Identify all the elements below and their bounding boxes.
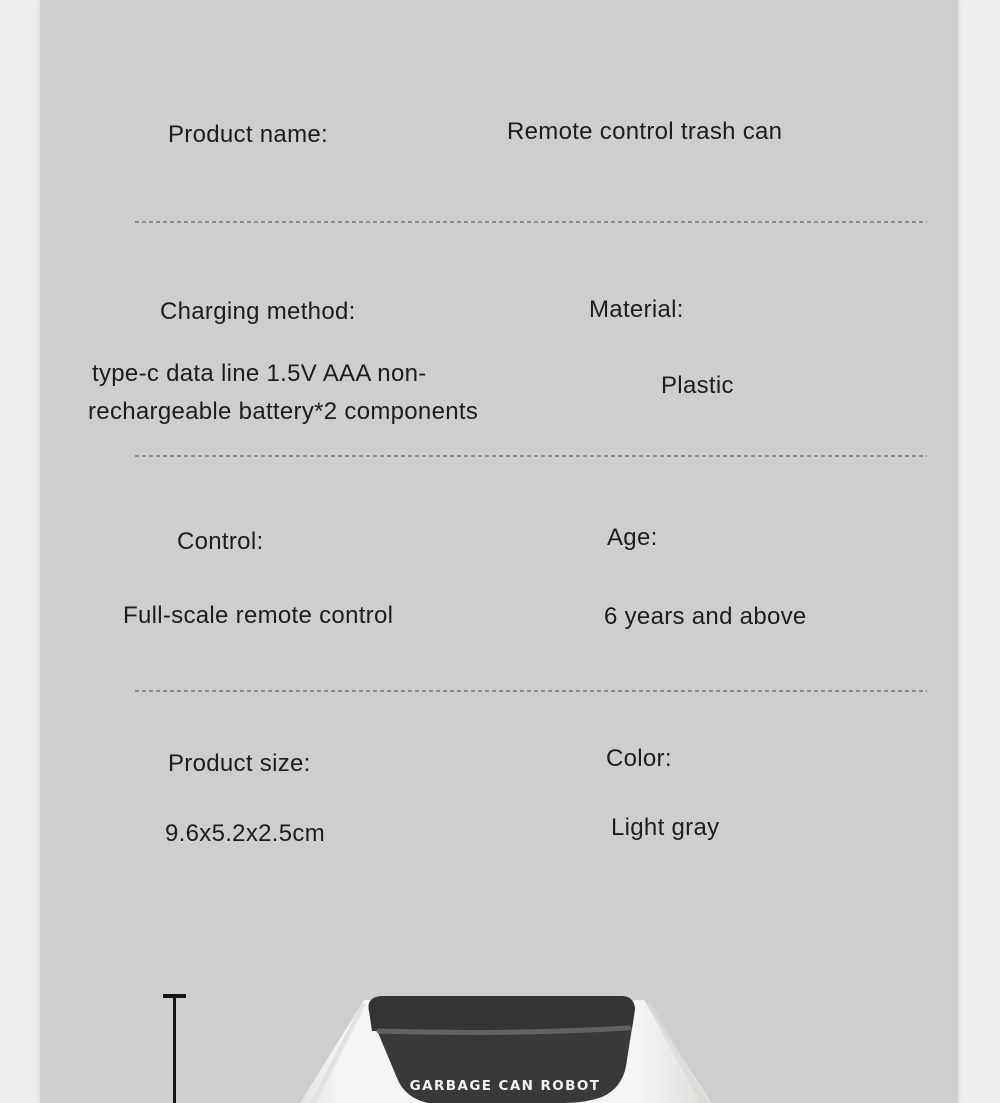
product-photo <box>0 985 1000 1103</box>
product-size-label: Product size: <box>168 750 311 777</box>
product-name-label: Product name: <box>168 121 328 148</box>
trash-can-lid-top <box>369 996 635 1031</box>
product-size-value: 9.6x5.2x2.5cm <box>165 820 325 847</box>
charging-method-label: Charging method: <box>160 298 356 325</box>
divider-line <box>135 455 927 457</box>
charging-method-value-line1: type-c data line 1.5V AAA non- <box>92 360 427 387</box>
spec-panel <box>40 0 958 1103</box>
material-label: Material: <box>589 296 684 323</box>
divider-line <box>135 221 927 223</box>
product-name-value: Remote control trash can <box>507 118 783 145</box>
control-value: Full-scale remote control <box>123 602 394 629</box>
charging-method-value-line2: rechargeable battery*2 components <box>88 398 479 425</box>
material-value: Plastic <box>661 372 734 399</box>
age-label: Age: <box>607 524 658 551</box>
color-label: Color: <box>606 745 672 772</box>
color-value: Light gray <box>611 814 720 841</box>
badge-text: GARBAGE CAN ROBOT <box>409 1078 601 1094</box>
divider-line <box>135 690 927 692</box>
control-label: Control: <box>177 528 264 555</box>
age-value: 6 years and above <box>604 603 807 630</box>
